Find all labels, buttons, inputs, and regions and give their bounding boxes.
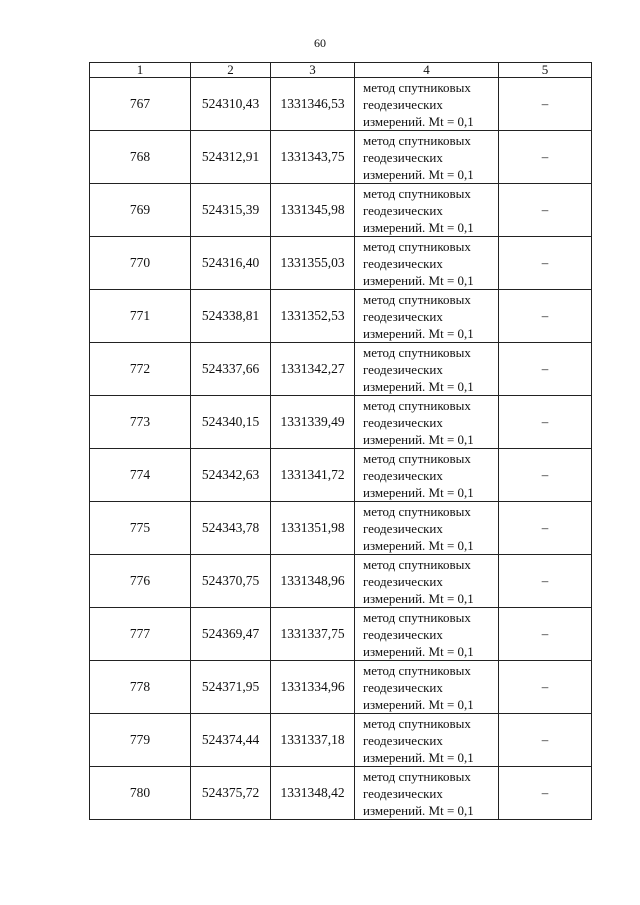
table-row (90, 78, 592, 131)
method-line: измерений. Mt = 0,1 (363, 590, 474, 606)
point-number-cell: 767 (90, 78, 191, 131)
coordinate-x-cell: 524371,95 (191, 661, 271, 714)
note-cell: – (499, 184, 592, 237)
method-line: геодезических (363, 626, 443, 642)
method-line: измерений. Mt = 0,1 (363, 537, 474, 553)
header-col-4: 4 (355, 63, 499, 78)
table-row (90, 290, 592, 343)
method-line: метод спутниковых (363, 185, 471, 201)
method-cell (355, 449, 499, 502)
method-line: геодезических (363, 202, 443, 218)
point-number-cell: 775 (90, 502, 191, 555)
method-line: измерений. Mt = 0,1 (363, 431, 474, 447)
method-line: метод спутниковых (363, 397, 471, 413)
coordinate-x-cell: 524315,39 (191, 184, 271, 237)
method-line: измерений. Mt = 0,1 (363, 802, 474, 818)
method-cell (355, 714, 499, 767)
method-line: измерений. Mt = 0,1 (363, 749, 474, 765)
table-row (90, 131, 592, 184)
method-line: измерений. Mt = 0,1 (363, 219, 474, 235)
method-line: измерений. Mt = 0,1 (363, 378, 474, 394)
note-cell: – (499, 237, 592, 290)
table-body (90, 78, 592, 820)
table-row (90, 184, 592, 237)
coordinate-x-cell: 524375,72 (191, 767, 271, 820)
method-line: геодезических (363, 361, 443, 377)
method-line: измерений. Mt = 0,1 (363, 272, 474, 288)
coordinate-y-cell: 1331342,27 (271, 343, 355, 396)
note-cell: – (499, 396, 592, 449)
method-line: геодезических (363, 414, 443, 430)
note-cell: – (499, 502, 592, 555)
header-col-5: 5 (499, 63, 592, 78)
coordinate-y-cell: 1331348,42 (271, 767, 355, 820)
point-number-cell: 770 (90, 237, 191, 290)
point-number-cell: 772 (90, 343, 191, 396)
method-cell (355, 184, 499, 237)
method-cell (355, 78, 499, 131)
coordinate-y-cell: 1331351,98 (271, 502, 355, 555)
method-line: измерений. Mt = 0,1 (363, 166, 474, 182)
coordinate-y-cell: 1331339,49 (271, 396, 355, 449)
point-number-cell: 774 (90, 449, 191, 502)
method-line: метод спутниковых (363, 768, 471, 784)
table-row (90, 714, 592, 767)
coordinate-x-cell: 524312,91 (191, 131, 271, 184)
point-number-cell: 771 (90, 290, 191, 343)
method-line: метод спутниковых (363, 132, 471, 148)
method-line: измерений. Mt = 0,1 (363, 484, 474, 500)
point-number-cell: 773 (90, 396, 191, 449)
table-row (90, 767, 592, 820)
point-number-cell: 769 (90, 184, 191, 237)
header-col-3: 3 (271, 63, 355, 78)
note-cell: – (499, 661, 592, 714)
method-line: геодезических (363, 467, 443, 483)
method-cell (355, 290, 499, 343)
coordinate-x-cell: 524374,44 (191, 714, 271, 767)
method-cell (355, 131, 499, 184)
method-line: измерений. Mt = 0,1 (363, 325, 474, 341)
method-cell (355, 608, 499, 661)
method-cell (355, 767, 499, 820)
method-cell (355, 237, 499, 290)
method-line: метод спутниковых (363, 79, 471, 95)
method-line: метод спутниковых (363, 715, 471, 731)
coordinate-x-cell: 524342,63 (191, 449, 271, 502)
coordinate-y-cell: 1331345,98 (271, 184, 355, 237)
coordinate-y-cell: 1331337,18 (271, 714, 355, 767)
coordinate-y-cell: 1331343,75 (271, 131, 355, 184)
method-line: геодезических (363, 732, 443, 748)
method-line: метод спутниковых (363, 503, 471, 519)
point-number-cell: 776 (90, 555, 191, 608)
note-cell: – (499, 555, 592, 608)
coordinate-x-cell: 524310,43 (191, 78, 271, 131)
method-cell (355, 343, 499, 396)
method-line: измерений. Mt = 0,1 (363, 643, 474, 659)
coordinate-x-cell: 524337,66 (191, 343, 271, 396)
table-header-row (90, 63, 592, 78)
coordinate-x-cell: 524370,75 (191, 555, 271, 608)
note-cell: – (499, 608, 592, 661)
header-col-1: 1 (90, 63, 191, 78)
coordinate-x-cell: 524369,47 (191, 608, 271, 661)
method-line: метод спутниковых (363, 291, 471, 307)
point-number-cell: 778 (90, 661, 191, 714)
coordinate-y-cell: 1331334,96 (271, 661, 355, 714)
table-row (90, 396, 592, 449)
note-cell: – (499, 449, 592, 502)
point-number-cell: 779 (90, 714, 191, 767)
method-line: геодезических (363, 149, 443, 165)
method-line: геодезических (363, 308, 443, 324)
method-line: геодезических (363, 679, 443, 695)
coordinate-x-cell: 524316,40 (191, 237, 271, 290)
method-line: метод спутниковых (363, 556, 471, 572)
table-row (90, 502, 592, 555)
table-row (90, 555, 592, 608)
table-row (90, 449, 592, 502)
coordinate-x-cell: 524338,81 (191, 290, 271, 343)
method-line: измерений. Mt = 0,1 (363, 113, 474, 129)
method-line: метод спутниковых (363, 662, 471, 678)
point-number-cell: 768 (90, 131, 191, 184)
header-col-2: 2 (191, 63, 271, 78)
method-line: измерений. Mt = 0,1 (363, 696, 474, 712)
coordinate-x-cell: 524340,15 (191, 396, 271, 449)
method-line: метод спутниковых (363, 450, 471, 466)
note-cell: – (499, 767, 592, 820)
table-row (90, 608, 592, 661)
method-line: геодезических (363, 96, 443, 112)
table-row (90, 343, 592, 396)
method-line: геодезических (363, 520, 443, 536)
note-cell: – (499, 714, 592, 767)
method-cell (355, 555, 499, 608)
method-line: геодезических (363, 255, 443, 271)
point-number-cell: 780 (90, 767, 191, 820)
coordinate-y-cell: 1331352,53 (271, 290, 355, 343)
note-cell: – (499, 343, 592, 396)
note-cell: – (499, 131, 592, 184)
coordinate-x-cell: 524343,78 (191, 502, 271, 555)
method-line: метод спутниковых (363, 344, 471, 360)
note-cell: – (499, 78, 592, 131)
method-line: метод спутниковых (363, 609, 471, 625)
table-row (90, 661, 592, 714)
method-line: метод спутниковых (363, 238, 471, 254)
page-number: 60 (314, 36, 326, 50)
coordinate-y-cell: 1331348,96 (271, 555, 355, 608)
method-cell (355, 396, 499, 449)
coordinate-y-cell: 1331337,75 (271, 608, 355, 661)
method-cell (355, 502, 499, 555)
method-line: геодезических (363, 785, 443, 801)
note-cell: – (499, 290, 592, 343)
point-number-cell: 777 (90, 608, 191, 661)
method-line: геодезических (363, 573, 443, 589)
table-row (90, 237, 592, 290)
coordinate-y-cell: 1331355,03 (271, 237, 355, 290)
coordinate-y-cell: 1331346,53 (271, 78, 355, 131)
coordinate-y-cell: 1331341,72 (271, 449, 355, 502)
coordinates-table (89, 62, 592, 820)
method-cell (355, 661, 499, 714)
